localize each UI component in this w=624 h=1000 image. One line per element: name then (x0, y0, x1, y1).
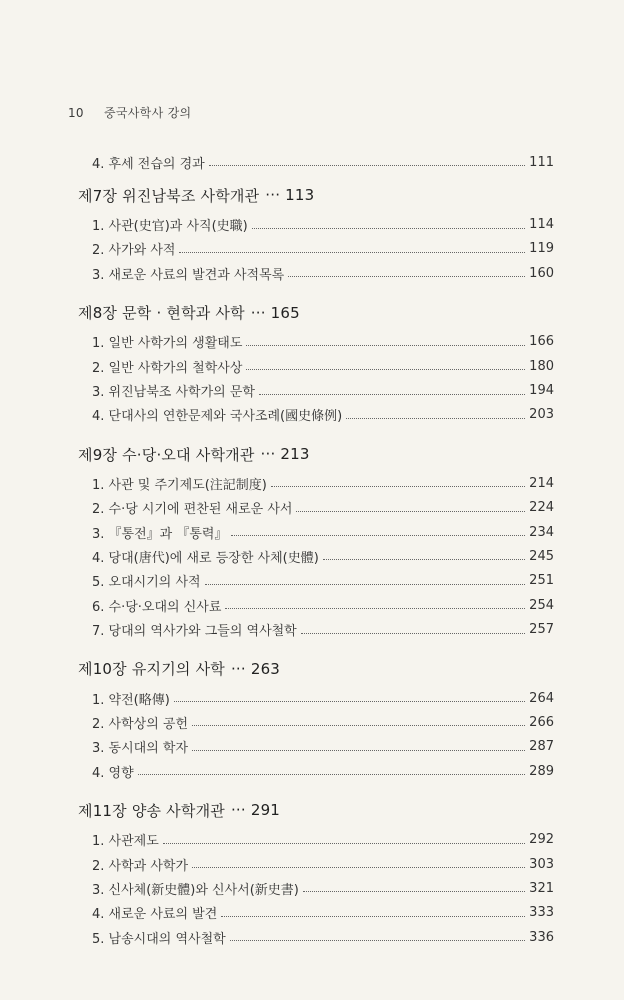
toc-entry (78, 212, 554, 236)
entry-page: 160 (529, 265, 554, 281)
toc-entry (78, 544, 554, 568)
entry-title: 4. 후세 전습의 경과 (92, 156, 205, 172)
entry-title: 3. 동시대의 학자 (92, 741, 189, 757)
toc-entry (78, 520, 554, 544)
entry-page: 194 (529, 383, 554, 399)
dot-leader (205, 584, 526, 585)
entry-page: 333 (529, 905, 554, 921)
toc-chapter-heading (78, 795, 554, 825)
chapter-title: 제10장 유지기의 사학 (78, 660, 225, 679)
entry-title: 2. 사가와 사적 (92, 243, 176, 259)
toc-chapter-heading (78, 180, 554, 210)
toc-entry (78, 354, 554, 378)
dot-leader (179, 252, 525, 253)
entry-page: 251 (529, 573, 554, 589)
entry-page: 264 (529, 690, 554, 706)
entry-page: 257 (529, 622, 554, 638)
chapter-page: ··· 291 (230, 801, 281, 820)
chapter-page: ··· 213 (260, 445, 310, 464)
chapter-page: ··· 113 (265, 186, 315, 205)
entry-page: 254 (529, 597, 554, 613)
entry-title: 2. 사학과 사학가 (92, 858, 189, 874)
entry-title: 3. 신사체(新史體)와 신사서(新史書) (92, 882, 299, 898)
entry-page: 234 (529, 524, 554, 540)
entry-title: 6. 수·당·오대의 신사료 (92, 599, 222, 615)
entry-title: 3. 『통전』과 『통력』 (92, 526, 228, 542)
dot-leader (230, 940, 525, 941)
toc-entry (78, 827, 554, 851)
chapter-title: 제9장 수·당·오대 사학개관 (78, 445, 255, 464)
dot-leader (192, 750, 525, 751)
toc-entry (78, 378, 554, 402)
toc-entry (78, 330, 554, 354)
toc-entry (78, 759, 554, 783)
dot-leader (192, 725, 525, 726)
chapter-title: 제8장 문학 · 현학과 사학 (78, 304, 245, 323)
entry-title: 5. 오대시기의 사적 (92, 575, 201, 591)
dot-leader (296, 511, 525, 512)
dot-leader (252, 228, 525, 229)
entry-page: 180 (529, 358, 554, 374)
dot-leader (288, 276, 525, 277)
toc-entry (78, 403, 554, 427)
toc-entry (78, 150, 554, 174)
entry-page: 292 (529, 832, 554, 848)
dot-leader (259, 394, 525, 395)
toc-entry (78, 617, 554, 641)
dot-leader (138, 774, 526, 775)
dot-leader (209, 165, 525, 166)
entry-title: 1. 약전(略傳) (92, 692, 170, 708)
dot-leader (323, 559, 525, 560)
entry-title: 2. 일반 사학가의 철학사상 (92, 360, 243, 376)
entry-page: 245 (529, 548, 554, 564)
toc-entry (78, 261, 554, 285)
entry-title: 5. 남송시대의 역사철학 (92, 931, 226, 947)
chapter-page: ··· 263 (230, 659, 281, 678)
toc-entry (78, 901, 554, 925)
entry-page: 203 (529, 407, 554, 423)
entry-title: 1. 일반 사학가의 생활태도 (92, 336, 243, 352)
entry-title: 4. 새로운 사료의 발견 (92, 907, 218, 923)
chapter-title: 제7장 위진남북조 사학개관 (78, 186, 260, 205)
chapter-page: ··· 165 (250, 303, 300, 322)
toc-entry (78, 237, 554, 261)
entry-page: 111 (529, 154, 554, 170)
toc-chapter-heading (78, 298, 554, 328)
entry-page: 266 (529, 714, 554, 730)
dot-leader (221, 916, 525, 917)
toc-entry (78, 593, 554, 617)
entry-title: 4. 단대사의 연한문제와 국사조례(國史條例) (92, 409, 343, 425)
toc-entry (78, 710, 554, 734)
toc-entry (78, 471, 554, 495)
dot-leader (192, 867, 525, 868)
chapter-title: 제11장 양송 사학개관 (78, 801, 225, 820)
entry-page: 289 (529, 763, 554, 779)
dot-leader (303, 891, 525, 892)
entry-title: 3. 위진남북조 사학가의 문학 (92, 385, 255, 401)
entry-title: 4. 당대(唐代)에 새로 등장한 사체(史體) (92, 550, 319, 566)
toc-entry (78, 735, 554, 759)
toc-entry (78, 876, 554, 900)
toc-entry (78, 686, 554, 710)
dot-leader (225, 608, 525, 609)
entry-page: 321 (529, 880, 554, 896)
entry-title: 4. 영향 (92, 765, 134, 781)
entry-page: 166 (529, 334, 554, 350)
dot-leader (231, 535, 525, 536)
entry-title: 1. 사관(史官)과 사직(史職) (92, 219, 248, 235)
entry-page: 287 (529, 739, 554, 755)
entry-title: 3. 새로운 사료의 발견과 사적목록 (92, 267, 285, 283)
dot-leader (163, 843, 525, 844)
entry-title: 2. 사학상의 공헌 (92, 716, 189, 732)
entry-page: 303 (529, 856, 554, 872)
entry-title: 2. 수·당 시기에 편찬된 새로운 사서 (92, 502, 293, 518)
toc-entry (78, 496, 554, 520)
toc-entry (78, 569, 554, 593)
book-title: 중국사학사 강의 (104, 106, 192, 120)
entry-title: 1. 사관 및 주기제도(注記制度) (92, 477, 267, 493)
toc-chapter-heading (78, 654, 554, 684)
dot-leader (174, 701, 525, 702)
table-of-contents (78, 150, 554, 949)
dot-leader (301, 633, 525, 634)
toc-chapter-heading (78, 439, 554, 469)
entry-page: 214 (529, 475, 554, 491)
entry-page: 336 (529, 929, 554, 945)
dot-leader (246, 345, 525, 346)
toc-entry (78, 852, 554, 876)
entry-title: 1. 사관제도 (92, 834, 159, 850)
running-header (68, 104, 191, 121)
dot-leader (246, 369, 525, 370)
dot-leader (346, 418, 525, 419)
dot-leader (271, 486, 525, 487)
entry-page: 224 (529, 500, 554, 516)
page-number: 10 (68, 106, 84, 120)
entry-page: 114 (529, 217, 554, 233)
toc-entry (78, 925, 554, 949)
entry-page: 119 (529, 241, 554, 257)
entry-title: 7. 당대의 역사가와 그들의 역사철학 (92, 624, 297, 640)
